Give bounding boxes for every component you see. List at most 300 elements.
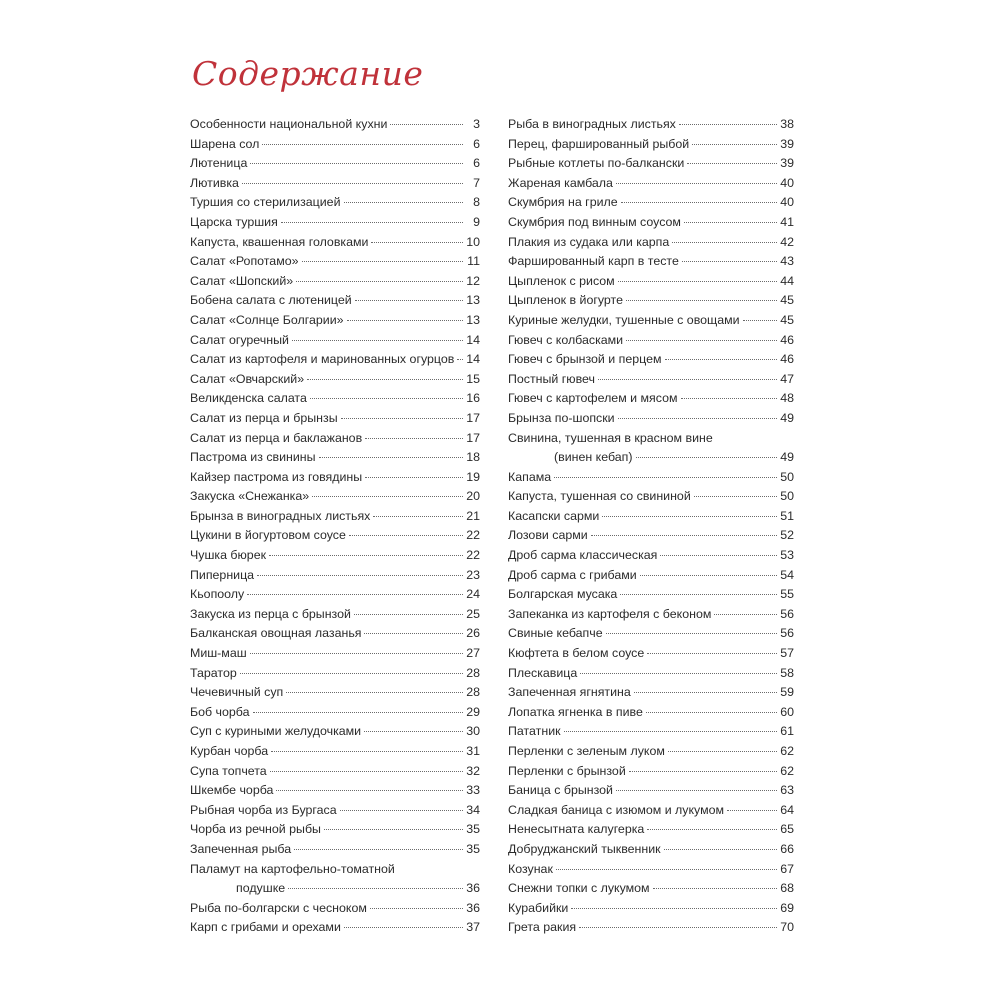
toc-entry-page: 18 — [466, 450, 480, 465]
toc-entry — [508, 468, 794, 488]
dot-leader — [668, 751, 777, 752]
dot-leader — [310, 398, 463, 399]
toc-entry — [190, 311, 480, 331]
toc-entry-page: 57 — [780, 646, 794, 661]
dot-leader — [457, 359, 463, 360]
toc-entry-title: Свиные кебапче — [508, 626, 603, 641]
dot-leader — [636, 457, 777, 458]
toc-entry — [190, 193, 480, 213]
toc-entry-page: 68 — [780, 881, 794, 896]
toc-entry-title: Чорба из речной рыбы — [190, 822, 321, 837]
toc-entry-page: 13 — [466, 312, 480, 327]
toc-entry-page: 48 — [780, 391, 794, 406]
toc-entry — [190, 135, 480, 155]
toc-entry-title: Салат из перца и брынзы — [190, 410, 338, 425]
toc-entry-title: Баница с брынзой — [508, 783, 613, 798]
dot-leader — [653, 888, 777, 889]
toc-entry-title: Болгарская мусака — [508, 587, 618, 602]
toc-entry-title: Боб чорба — [190, 704, 250, 719]
toc-entry-title: Закуска из перца с брынзой — [190, 606, 351, 621]
dot-leader — [580, 673, 777, 674]
dot-leader — [296, 281, 463, 282]
dot-leader — [634, 692, 777, 693]
dot-leader — [571, 908, 777, 909]
toc-entry-page: 28 — [466, 665, 480, 680]
toc-entry — [190, 918, 480, 938]
toc-entry — [508, 389, 794, 409]
toc-entry-page: 35 — [466, 841, 480, 856]
toc-entry-page: 59 — [780, 685, 794, 700]
toc-entry-page: 14 — [466, 352, 480, 367]
toc-entry — [508, 429, 794, 468]
dot-leader — [626, 300, 777, 301]
toc-entry-title: Особенности национальной кухни — [190, 117, 388, 131]
toc-entry — [190, 742, 480, 762]
toc-entry-page: 45 — [780, 312, 794, 327]
dot-leader — [390, 124, 463, 125]
toc-entry-page: 36 — [466, 900, 480, 915]
toc-entry-title: Перец, фаршированный рыбой — [508, 136, 690, 151]
toc-entry-title: Миш-маш — [190, 646, 247, 661]
dot-leader — [344, 202, 464, 203]
dot-leader — [269, 555, 463, 556]
toc-entry — [508, 174, 794, 194]
toc-entry-title: Супа топчета — [190, 763, 267, 778]
toc-entry — [190, 546, 480, 566]
toc-entry-title: Кьопоолу — [190, 587, 245, 602]
toc-entry-title: Запеканка из картофеля с беконом — [508, 606, 712, 621]
toc-entry — [190, 840, 480, 860]
toc-entry-title: Касапски сарми — [508, 508, 600, 523]
toc-entry-page: 8 — [473, 195, 480, 210]
toc-entry-page: 43 — [780, 254, 794, 269]
toc-entry-title: Рыба в виноградных листьях — [508, 117, 676, 131]
toc-entry-page: 64 — [780, 802, 794, 817]
toc-entry-title: Суп с куриными желудочками — [190, 724, 362, 739]
toc-entry-title: Курабийки — [508, 900, 569, 915]
dot-leader — [365, 477, 463, 478]
dot-leader — [242, 183, 463, 184]
toc-entry-title: Пататник — [508, 724, 561, 739]
toc-entry — [190, 722, 480, 742]
toc-entry-page: 44 — [780, 273, 794, 288]
toc-entry-title: Лопатка ягненка в пиве — [508, 704, 643, 719]
toc-entry — [190, 154, 480, 174]
toc-entry — [508, 624, 794, 644]
toc-entry — [508, 742, 794, 762]
dot-leader — [324, 829, 463, 830]
toc-entry-title: Свинина, тушенная в красном вине — [508, 430, 713, 445]
dot-leader — [257, 575, 463, 576]
dot-leader — [620, 594, 777, 595]
toc-entry-title: Дроб сарма с грибами — [508, 567, 637, 582]
dot-leader — [349, 535, 463, 536]
toc-entry — [190, 429, 480, 449]
toc-entry-page: 37 — [466, 920, 480, 935]
toc-column-left — [190, 115, 480, 938]
toc-entry — [190, 487, 480, 507]
toc-entry — [508, 370, 794, 390]
toc-entry-title: Салат «Ропотамо» — [190, 254, 299, 269]
toc-entry — [190, 820, 480, 840]
toc-entry — [508, 820, 794, 840]
dot-leader — [340, 810, 463, 811]
toc-entry-page: 52 — [780, 528, 794, 543]
toc-entry-title-cont: (винен кебап) — [554, 450, 633, 465]
dot-leader — [554, 477, 777, 478]
dot-leader — [606, 633, 777, 634]
dot-leader — [679, 124, 777, 125]
toc-entry-title: Запеченная ягнятина — [508, 685, 631, 700]
dot-leader — [341, 418, 463, 419]
toc-entry — [190, 291, 480, 311]
toc-entry-page: 13 — [466, 293, 480, 308]
toc-entry-page: 53 — [780, 548, 794, 563]
toc-entry — [190, 644, 480, 664]
dot-leader — [365, 438, 463, 439]
toc-entry — [190, 781, 480, 801]
toc-entry — [508, 703, 794, 723]
toc-entry-title: Рыбные котлеты по-балкански — [508, 156, 685, 171]
toc-entry-continuation — [190, 879, 480, 899]
toc-entry-title: Снежни топки с лукумом — [508, 881, 650, 896]
toc-entry — [508, 840, 794, 860]
toc-entry-page: 49 — [780, 450, 794, 465]
toc-entry — [190, 683, 480, 703]
page-title: Содержание — [192, 54, 424, 93]
dot-leader — [684, 222, 777, 223]
dot-leader — [692, 144, 777, 145]
toc-entry-page: 70 — [780, 920, 794, 935]
toc-entry-title: Плакия из судака или карпа — [508, 234, 670, 249]
dot-leader — [591, 535, 777, 536]
toc-entry-title: Брынза в виноградных листьях — [190, 508, 371, 523]
dot-leader — [687, 163, 777, 164]
toc-entry-title: Цыпленок с рисом — [508, 273, 615, 288]
toc-entry-title: Лютивка — [190, 175, 239, 190]
toc-entry — [508, 899, 794, 919]
toc-entry — [190, 409, 480, 429]
toc-entry — [508, 585, 794, 605]
dot-leader — [347, 320, 463, 321]
toc-entry-title: Великденска салата — [190, 391, 307, 406]
toc-entry — [508, 605, 794, 625]
toc-entry-page: 21 — [466, 508, 480, 523]
toc-entry-title: Капуста, квашенная головками — [190, 234, 369, 249]
toc-entry — [508, 918, 794, 938]
toc-entry-page: 62 — [780, 744, 794, 758]
toc-entry-title: Пастрома из свинины — [190, 450, 316, 465]
toc-entry-title: Гювеч с брынзой и перцем — [508, 352, 662, 367]
toc-entry — [508, 154, 794, 174]
toc-entry-title: Пиперница — [190, 567, 255, 582]
dot-leader — [618, 281, 777, 282]
toc-entry — [190, 860, 480, 899]
toc-entry — [508, 644, 794, 664]
toc-entry — [508, 683, 794, 703]
dot-leader — [556, 869, 777, 870]
dot-leader — [240, 673, 463, 674]
toc-entry-page: 6 — [473, 156, 480, 171]
toc-entry-page: 12 — [466, 273, 480, 288]
toc-entry-page: 54 — [780, 567, 794, 582]
toc-entry — [190, 605, 480, 625]
toc-entry — [190, 664, 480, 684]
toc-entry — [508, 115, 794, 135]
toc-entry — [508, 409, 794, 429]
toc-entry-page: 17 — [466, 430, 480, 445]
dot-leader — [271, 751, 463, 752]
toc-entry — [508, 331, 794, 351]
toc-entry — [190, 370, 480, 390]
toc-entry-title: Перленки с зеленым луком — [508, 744, 665, 758]
dot-leader — [262, 144, 463, 145]
toc-entry-title: Салат из картофеля и маринованных огурцов — [190, 352, 455, 367]
toc-entry-page: 47 — [780, 371, 794, 386]
toc-entry — [190, 272, 480, 292]
toc-entry-title: Добруджанский тыквенник — [508, 841, 661, 856]
toc-entry-page: 66 — [780, 841, 794, 856]
toc-entry-title: Грета ракия — [508, 920, 577, 935]
toc-entry-title: Брынза по-шопски — [508, 410, 615, 425]
dot-leader — [253, 712, 463, 713]
dot-leader — [319, 457, 463, 458]
toc-entry — [508, 722, 794, 742]
toc-entry-title: Лозови сарми — [508, 528, 588, 543]
dot-leader — [288, 888, 463, 889]
dot-leader — [618, 418, 777, 419]
toc-entry-title: Капама — [508, 469, 552, 484]
toc-entry-title: Скумбрия под винным соусом — [508, 214, 681, 229]
dot-leader — [307, 379, 463, 380]
dot-leader — [727, 810, 777, 811]
dot-leader — [371, 242, 463, 243]
toc-column-right — [508, 115, 794, 938]
toc-entry-page: 20 — [466, 489, 480, 504]
toc-entry-title: Жареная камбала — [508, 175, 613, 190]
toc-entry — [190, 350, 480, 370]
dot-leader — [355, 300, 463, 301]
toc-entry-page: 9 — [473, 214, 480, 229]
toc-entry-title: Цыпленок в йогурте — [508, 293, 623, 308]
toc-entry-page: 49 — [780, 410, 794, 425]
toc-entry-page: 32 — [466, 763, 480, 778]
toc-entry-page: 17 — [466, 410, 480, 425]
toc-entry-page: 45 — [780, 293, 794, 308]
toc-entry-page: 24 — [466, 587, 480, 602]
toc-entry-continuation — [508, 448, 794, 468]
toc-entry — [190, 624, 480, 644]
toc-entry-page: 23 — [466, 567, 480, 582]
toc-entry-title: Царска туршия — [190, 214, 278, 229]
dot-leader — [373, 516, 463, 517]
toc-entry-title: Шкембе чорба — [190, 783, 274, 798]
dot-leader — [364, 633, 463, 634]
dot-leader — [694, 496, 777, 497]
toc-entry-title: Кайзер пастрома из говядины — [190, 469, 363, 484]
toc-entry-page: 19 — [466, 469, 480, 484]
dot-leader — [647, 653, 777, 654]
dot-leader — [660, 555, 777, 556]
toc-entry — [508, 762, 794, 782]
toc-entry-title: Фаршированный карп в тесте — [508, 254, 679, 269]
toc-entry — [190, 331, 480, 351]
toc-entry-page: 40 — [780, 175, 794, 190]
toc-entry-title: Закуска «Снежанка» — [190, 489, 310, 504]
toc-entry-page: 61 — [780, 724, 794, 739]
toc-entry — [508, 879, 794, 899]
toc-entry-page: 30 — [466, 724, 480, 739]
toc-entry-page: 51 — [780, 508, 794, 523]
toc-entry-page: 22 — [466, 548, 480, 563]
toc-entry — [508, 801, 794, 821]
toc-entry-title: Куриные желудки, тушенные с овощами — [508, 312, 740, 327]
toc-entry — [190, 213, 480, 233]
toc-entry — [190, 389, 480, 409]
toc-entry-page: 10 — [466, 234, 480, 249]
toc-entry — [508, 507, 794, 527]
toc-entry-title: Ненесытната калугерка — [508, 822, 645, 837]
toc-entry — [508, 664, 794, 684]
toc-entry-page: 62 — [780, 763, 794, 778]
dot-leader — [626, 340, 777, 341]
dot-leader — [312, 496, 463, 497]
toc-entry — [508, 350, 794, 370]
toc-entry-page: 36 — [466, 881, 480, 896]
toc-entry-page: 39 — [780, 156, 794, 171]
dot-leader — [294, 849, 463, 850]
toc-entry-title: Козунак — [508, 861, 553, 876]
toc-entry-title: Карп с грибами и орехами — [190, 920, 341, 935]
toc-entry-title: Перленки с брынзой — [508, 763, 626, 778]
toc-entry — [190, 468, 480, 488]
toc-entry-page: 39 — [780, 136, 794, 151]
toc-entry-page: 11 — [467, 254, 480, 269]
toc-entry-page: 31 — [466, 744, 480, 758]
toc-entry-page: 42 — [780, 234, 794, 249]
dot-leader — [286, 692, 463, 693]
toc-entry-title: Таратор — [190, 665, 237, 680]
toc-entry — [508, 193, 794, 213]
toc-entry — [190, 801, 480, 821]
dot-leader — [640, 575, 777, 576]
toc-entry-page: 14 — [466, 332, 480, 347]
toc-entry-title: Кюфтета в белом соусе — [508, 646, 645, 661]
dot-leader — [682, 261, 777, 262]
toc-entry-page: 16 — [466, 391, 480, 406]
toc-entry-title: Скумбрия на гриле — [508, 195, 618, 210]
dot-leader — [629, 771, 777, 772]
toc-entry — [190, 174, 480, 194]
toc-entry-title: Балканская овощная лазанья — [190, 626, 362, 641]
toc-entry-title: Чушка бюрек — [190, 548, 267, 563]
toc-entry-page: 56 — [780, 606, 794, 621]
dot-leader — [247, 594, 463, 595]
toc-entry-page: 34 — [466, 802, 480, 817]
toc-entry — [508, 135, 794, 155]
toc-entry — [190, 566, 480, 586]
toc-entry-page: 26 — [466, 626, 480, 641]
dot-leader — [664, 849, 777, 850]
toc-entry — [190, 507, 480, 527]
toc-entry-page: 63 — [780, 783, 794, 798]
toc-entry — [190, 762, 480, 782]
toc-entry-page: 6 — [473, 136, 480, 151]
toc-entry — [190, 115, 480, 135]
dot-leader — [598, 379, 777, 380]
toc-entry — [190, 899, 480, 919]
toc-entry-page: 60 — [780, 704, 794, 719]
toc-entry-page: 56 — [780, 626, 794, 641]
toc-entry — [190, 448, 480, 468]
dot-leader — [743, 320, 777, 321]
dot-leader — [579, 927, 777, 928]
dot-leader — [647, 829, 777, 830]
toc-entry-page: 27 — [466, 646, 480, 661]
toc-entry-page: 3 — [473, 117, 480, 131]
dot-leader — [621, 202, 777, 203]
toc-entry-page: 25 — [466, 606, 480, 621]
toc-entry-title: Постный гювеч — [508, 371, 595, 386]
dot-leader — [281, 222, 463, 223]
toc-entry-page: 69 — [780, 900, 794, 915]
toc-entry-title: Курбан чорба — [190, 744, 269, 758]
dot-leader — [370, 908, 463, 909]
toc-entry-title-cont: подушке — [236, 881, 286, 896]
toc-entry-page: 50 — [780, 489, 794, 504]
toc-entry — [508, 213, 794, 233]
toc-entry-title: Бобена салата с лютеницей — [190, 293, 352, 308]
toc-entry — [508, 860, 794, 880]
dot-leader — [344, 927, 463, 928]
toc-entry — [508, 781, 794, 801]
toc-entry-page: 67 — [780, 861, 794, 876]
toc-entry — [190, 526, 480, 546]
dot-leader — [665, 359, 777, 360]
toc-entry-title: Гювеч с колбасками — [508, 332, 624, 347]
toc-entry-page: 46 — [780, 332, 794, 347]
toc-entry — [190, 233, 480, 253]
toc-entry-title: Туршия со стерилизацией — [190, 195, 341, 210]
dot-leader — [270, 771, 463, 772]
dot-leader — [276, 790, 463, 791]
toc-entry-title: Салат из перца и баклажанов — [190, 430, 363, 445]
toc-entry — [190, 703, 480, 723]
toc-entry — [508, 272, 794, 292]
toc-entry-title: Лютеница — [190, 156, 248, 171]
toc-entry-page: 40 — [780, 195, 794, 210]
toc-entry-page: 58 — [780, 665, 794, 680]
toc-entry-page: 29 — [466, 704, 480, 719]
toc-entry-title: Салат огуречный — [190, 332, 289, 347]
toc-entry-title: Салат «Овчарский» — [190, 371, 305, 386]
toc-entry-title: Сладкая баница с изюмом и лукумом — [508, 802, 725, 817]
dot-leader — [616, 790, 777, 791]
toc-entry-title: Запеченная рыба — [190, 841, 292, 856]
toc-entry-title: Рыбная чорба из Бургаса — [190, 802, 337, 817]
toc-entry-page: 55 — [780, 587, 794, 602]
dot-leader — [250, 163, 463, 164]
dot-leader — [616, 183, 777, 184]
toc-entry-page: 46 — [780, 352, 794, 367]
toc-entry-page: 28 — [466, 685, 480, 700]
toc-entry-title: Салат «Солнце Болгарии» — [190, 312, 344, 327]
toc-entry-title: Гювеч с картофелем и мясом — [508, 391, 678, 406]
toc-entry — [508, 566, 794, 586]
toc-entry-title: Цукини в йогуртовом соусе — [190, 528, 346, 543]
dot-leader — [250, 653, 463, 654]
toc-entry — [190, 252, 480, 272]
